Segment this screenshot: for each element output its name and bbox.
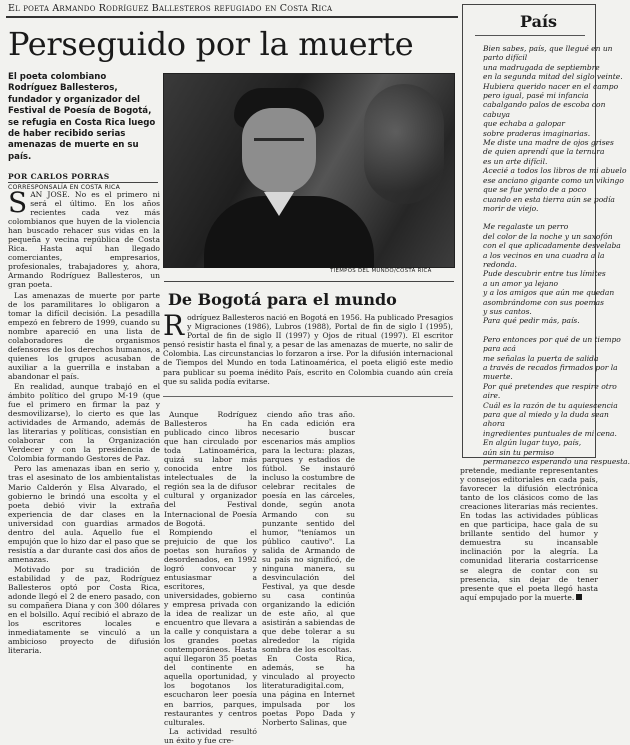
photo-credit: TIEMPOS DEL MUNDO/COSTA RICA xyxy=(330,268,432,274)
kicker: El poeta Armando Rodríguez Ballesteros refugiado en Costa Rica xyxy=(8,3,333,14)
top-rule xyxy=(6,16,458,18)
poem-line: Para qué pedir más, país. xyxy=(483,316,580,326)
article-column-3 xyxy=(262,410,355,727)
paragraph: AN JOSE. No es el primero ni será el último. En los años recientes cada vez más colombianos que huyen de la violencia han buscado rehacer sus vidas en la pequeña y vecina república de Costa Rica. Hasta aquí han llegado comerciantes, empresarios, profesionales, trabajadores y, ahora, Armando Rodríguez Ballesteros, un gran poeta. xyxy=(8,190,160,290)
paragraph: En Costa Rica, además, se ha vinculado al proyecto literaturadigital.com, una página en Internet impulsada por los poetas Popo Dada y Norberto Salinas, que xyxy=(262,654,355,727)
paragraph: Aunque Rodríguez Ballesteros ha publicado cinco libros que han circulado por toda Latinoamérica, quizá su labor más conocida entre los intelectuales de la región sea la de difusor cultural y organizador del Festival Internacional de Poesía de Bogotá. xyxy=(164,410,257,528)
poem-line: asombrándome con sus poemas xyxy=(483,297,604,307)
byline: POR CARLOS PORRAS xyxy=(8,172,110,181)
poem-line: Me diste una madre de ojos grises xyxy=(483,138,614,148)
poem-line: es un arte difícil. xyxy=(483,156,548,166)
poem-line: Pero entonces por qué de un tiempo xyxy=(483,334,621,344)
poem-line: sobre praderas imaginarias. xyxy=(483,128,591,138)
poem-line: a los vecinos en una cuadra a la xyxy=(483,250,605,260)
poem-line: aún sin tu permiso xyxy=(483,447,554,457)
article-column-5 xyxy=(460,466,598,602)
poem-line: Por qué pretendes que respire otro xyxy=(483,381,617,391)
poem-line: a un amor ya lejano xyxy=(483,278,559,288)
poem-line: para acá xyxy=(483,344,516,354)
poem-line: En algún lugar tuyo, país, xyxy=(483,438,582,448)
poem-line: del color de la noche y un saxofón xyxy=(483,231,613,241)
poem-stanza xyxy=(483,334,630,467)
paragraph: La actividad resultó un éxito y fue cre- xyxy=(164,726,257,745)
poem-line: una madrugada de septiembre xyxy=(483,62,600,72)
poem-line: muerte. xyxy=(483,372,513,382)
poem-line: aire. xyxy=(483,391,501,401)
poem-line: ese anciano gigante como un vikingo xyxy=(483,175,624,185)
subhead: De Bogotá para el mundo xyxy=(168,290,397,309)
poem-line: que se fue yendo de a poco xyxy=(483,185,587,195)
paragraph: Las amenazas de muerte por parte de los paramilitares lo obligaron a tomar la difícil decisión. La pesadilla empezó en febrero de 1999, cuando su nombre apareció en una lista de colaboradores de organismos defensores de los derechos humanos, a quienes los grupos acusaban de auxiliar a la guerrilla e instaban a abandonar el país. xyxy=(8,290,160,381)
headline: Perseguido por la muerte xyxy=(8,25,414,63)
article-column-2 xyxy=(164,410,257,745)
poem-line: Hubiera querido nacer en el campo xyxy=(483,81,619,91)
poem-line: parto difícil xyxy=(483,53,528,63)
poem-line: Bien sabes, país, que llegué en un xyxy=(483,44,613,53)
paragraph: ciendo año tras año. En cada edición era necesario buscar escenarios más amplios para la lectura: plazas, parques y estadios de fútbol. Se instauró incluso la costumbre de celebrar recitales de poesía en las cárceles, donde, según anota Armando con su punzante sentido del humor, "teníamos un público cautivo". La salida de Armando de su país no significó, de ninguna manera, su desvinculación del Festival, ya que desde su casa continúa organizando la edición de este año, al que asistirán a sabiendas de que debe tolerar a su alrededor la rígida sombra de los escoltas. xyxy=(262,410,355,655)
poem-rule xyxy=(475,35,585,36)
poem-line: de quien aprendí que la ternura xyxy=(483,147,605,157)
poem-stanza xyxy=(483,44,627,213)
bio-text: odríguez Ballesteros nació en Bogotá en 1956. Ha publicado Presagios y Migraciones (1986), Lubros (1988), Portal de fin de siglo I (1995), Portal de fin de siglo II (1997) y Ojos de ritual (1997). El escritor pensó resistir hasta el final y, a pesar de las amenazas de muerte, no salir de Colombia. Las circunstancias lo forzaron a irse. Por la difusión internacional de Tiempos del Mundo en toda Latinoamérica, el poeta eligió este medio para publicar su poema inédito País, escrito en Colombia cuando aún creía que su salida podía evitarse. xyxy=(163,313,453,386)
poem-line: ahora xyxy=(483,419,505,429)
poem-line: me señalas la puerta de salida xyxy=(483,353,599,363)
poem-line: Acecié a todos los libros de mi abuelo xyxy=(483,166,627,176)
poem-title: País xyxy=(520,12,558,31)
poem-line: pero igual, pasé mi infancia xyxy=(483,91,589,101)
poem-line: redonda. xyxy=(483,259,517,269)
poem-line: Me regalaste un perro xyxy=(483,222,569,232)
bio-box xyxy=(163,309,453,386)
poem-line: morir de viejo. xyxy=(483,203,539,213)
poem-line: cabalgando palos de escoba con xyxy=(483,100,606,110)
paragraph: pretende, mediante representantes y consejos editoriales en cada país, favorecer la difusión electrónica tanto de los clásicos como de las creaciones literarias más recientes. En todas las actividades públicas en que participa, hace gala de su brillante sentido del humor y demuestra su incansable inclinación por la alegría. La comunidad literaria costarricense se alegra de contar con su presencia, sin dejar de tener presente que el poeta llegó hasta aquí empujado por la muerte. xyxy=(460,466,598,602)
poem-line: cabuya xyxy=(483,109,511,119)
dropcap: R xyxy=(163,309,185,342)
poem-line: Cuál es la razón de tu aquiescencia xyxy=(483,400,618,410)
poem-text xyxy=(483,44,630,475)
box-bottom-rule xyxy=(163,396,453,397)
deck: El poeta colombiano Rodríguez Ballesteros, fundador y organizador del Festival de Poesía de Bogotá, se refugia en Costa Rica luego de haber recibido serias amenazas de muerte en su país. xyxy=(8,72,156,162)
poem-line: ingredientes puntuales de mi cena. xyxy=(483,428,617,438)
portrait-photo xyxy=(163,73,455,268)
paragraph: En realidad, aunque trabajó en el ámbito político del grupo M-19 (que fue el primero en firmar la paz y desmovilizarse), lo cierto es que las actividades de Armando, además de las literarias y políticas, consistían en colaborar con la Organización Verdecer y con la presidencia de Colombia formando Gestores de Paz. xyxy=(8,381,160,464)
poem-line: con el que aplicadamente desvelaba xyxy=(483,241,621,251)
paragraph: Motivado por su tradición de estabilidad y de paz, Rodríguez Ballesteros optó por Costa Rica, adonde llegó el 2 de enero pasado, con su compañera Diana y con 300 dólares en el bolsillo. Aquí recibió el abrazo de los escritores locales e inmediatamente se vinculó a un ambicioso proyecto de difusión literaria. xyxy=(8,564,160,656)
poem-stanza xyxy=(483,222,621,326)
paragraph: Rompiendo el prejuicio de que los poetas son huraños y desordenados, en 1992 logró convocar y entusiasmar a escritores, universidades, gobierno y empresa privada con la idea de realizar un encuentro que llevara a la calle y conquistara a los grandes poetas contemporáneos. Hasta aquí llegaron 35 poetas del continente en aquella oportunidad, y los bogotanos los escucharon leer poesía en barrios, parques, restaurantes y centros culturales. xyxy=(164,527,257,727)
poem-line: y sus cantos. xyxy=(483,306,532,316)
subhead-rule xyxy=(164,281,454,282)
poem-line: a través de recados firmados por la xyxy=(483,363,618,372)
poem-line: Pude descubrir entre tus límites xyxy=(483,269,606,279)
correspondent: CORRESPONSALÍA EN COSTA RICA xyxy=(8,184,121,191)
dropcap: S xyxy=(8,186,28,219)
poem-line: cuando en esta tierra aún se podía xyxy=(483,194,615,204)
paragraph: Pero las amenazas iban en serio y, tras el asesinato de los ambientalistas Mario Calderón y Elsa Alvarado, el gobierno le brindó una escolta y el poeta debió vivir la extraña experiencia de dar clases en la universidad con guardias armados dentro del aula. Aquello fue el empujón que lo hizo dar el paso que se resistía a dar durante casi dos años de amenazas. xyxy=(8,464,160,564)
poem-line: que echaba a galopar xyxy=(483,119,565,129)
poem-line: para que al miedo y la duda sean xyxy=(483,410,609,420)
byline-rule xyxy=(8,182,158,183)
end-mark xyxy=(576,594,582,600)
poem-line: permanezco esperando una respuesta. xyxy=(483,457,630,467)
poem-line: y a los amigos que aún me quedan xyxy=(483,288,615,298)
poem-line: en la segunda mitad del siglo veinte. xyxy=(483,72,623,82)
